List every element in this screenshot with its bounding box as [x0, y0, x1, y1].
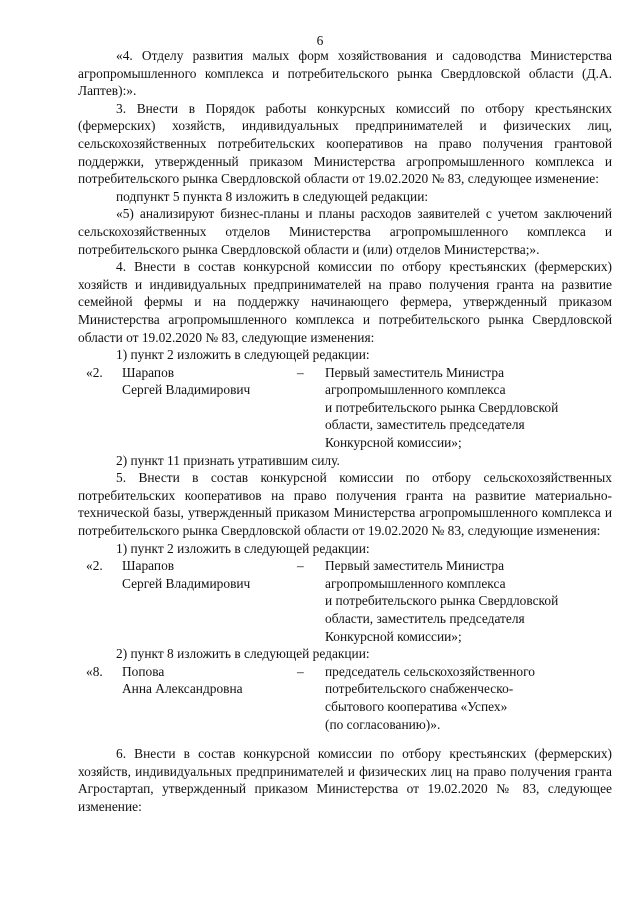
role-line: Конкурсной комиссии»; — [325, 435, 462, 451]
role-line: Первый заместитель Министра — [325, 364, 505, 380]
paragraph-point-11: 2) пункт 11 признать утратившим силу. — [116, 452, 340, 468]
member-surname: Попова — [122, 663, 165, 679]
role-line: и потребительского рынка Свердловской — [325, 399, 559, 415]
entry-number: «8. — [86, 663, 103, 679]
member-role — [325, 557, 612, 645]
role-line: потребительского снабженческо- — [325, 681, 514, 697]
role-line: агропромышленного комплекса — [325, 575, 506, 591]
role-line: области, заместитель председателя — [325, 417, 525, 433]
role-line: сбытового кооператива «Успех» — [325, 698, 508, 714]
entry-dash: – — [297, 663, 304, 679]
paragraph-point-2-instruction: 1) пункт 2 изложить в следующей редакции: — [116, 347, 370, 363]
entry-number: «2. — [86, 558, 103, 574]
commission-member-entry — [78, 364, 612, 452]
entry-dash: – — [297, 558, 304, 574]
commission-member-entry — [78, 663, 612, 733]
paragraph-point-8-instruction: 2) пункт 8 изложить в следующей редакции: — [116, 646, 370, 662]
entry-dash: – — [297, 364, 304, 380]
paragraph-item-4: 4. Внести в состав конкурсной комиссии по отбору крестьянских (фермерских) хозяйств и индивидуальных предпринимателей на право получения гранта на развитие семейной фермы и на поддержку начинающего фермера, утвержденный приказом Министерства агропромышленного комплекса и потребительского рынка Свердловской области от 19.02.2020 № 83, следующие изменения: — [78, 259, 612, 345]
document-body — [78, 47, 612, 816]
paragraph-item-5: 5. Внести в состав конкурсной комиссии по отбору сельскохозяйственных потребительских кооперативов на право получения гранта на развитие материально-технической базы, утвержденный приказом Министерства агропромышленного комплекса и потребительского рынка Свердловской области от 19.02.2020 № 83, следующие изменения: — [78, 470, 612, 539]
member-surname: Шарапов — [122, 364, 175, 380]
paragraph-dept-4: «4. Отделу развития малых форм хозяйствования и садоводства Министерства агропромышленного комплекса и потребительского рынка Свердловской области (Д.А. Лаптев):». — [78, 48, 612, 99]
role-line: агропромышленного комплекса — [325, 382, 506, 398]
member-role — [325, 663, 612, 733]
page-number: 6 — [316, 33, 324, 48]
member-given-name: Сергей Владимирович — [122, 382, 251, 398]
member-name — [122, 364, 297, 452]
paragraph-subitem-5: «5) анализируют бизнес-планы и планы расходов заявителей с учетом заключений сельскохозяйственных отделов Министерства агропромышленного комплекса и потребительского рынка Свердловской области и (или) отделов Министерства;». — [78, 206, 612, 257]
role-line: и потребительского рынка Свердловской — [325, 593, 559, 609]
member-given-name: Анна Александровна — [122, 681, 243, 697]
member-role — [325, 364, 612, 452]
entry-number: «2. — [86, 364, 103, 380]
paragraph-item-3: 3. Внести в Порядок работы конкурсных комиссий по отбору крестьянских (фермерских) хозяйств, индивидуальных предпринимателей и физических лиц, сельскохозяйственных потребительских кооперативов на право получения грантовой поддержки, утвержденный приказом Министерства агропромышленного комплекса и потребительского рынка Свердловской области от 19.02.2020 № 83, следующее изменение: — [78, 100, 612, 187]
role-line: Конкурсной комиссии»; — [325, 628, 462, 644]
paragraph-subitem-instruction: подпункт 5 пункта 8 изложить в следующей редакции: — [116, 188, 429, 204]
role-line: области, заместитель председателя — [325, 611, 525, 626]
member-name — [122, 557, 297, 645]
role-line: Первый заместитель Министра — [325, 558, 505, 574]
paragraph-item-6: 6. Внести в состав конкурсной комиссии по отбору крестьянских (фермерских) хозяйств, индивидуальных предпринимателей и физических лиц на право получения гранта Агростартап, утвержденный приказом Министерства от 19.02.2020 № 83, следующее изменение: — [78, 746, 612, 814]
member-surname: Шарапов — [122, 558, 175, 574]
role-line: председатель сельскохозяйственного — [325, 663, 535, 679]
member-name — [122, 663, 297, 733]
role-line: (по согласованию)». — [325, 716, 441, 732]
member-given-name: Сергей Владимирович — [122, 575, 251, 591]
paragraph-point-2-instruction: 1) пункт 2 изложить в следующей редакции: — [116, 540, 370, 556]
commission-member-entry — [78, 557, 612, 645]
